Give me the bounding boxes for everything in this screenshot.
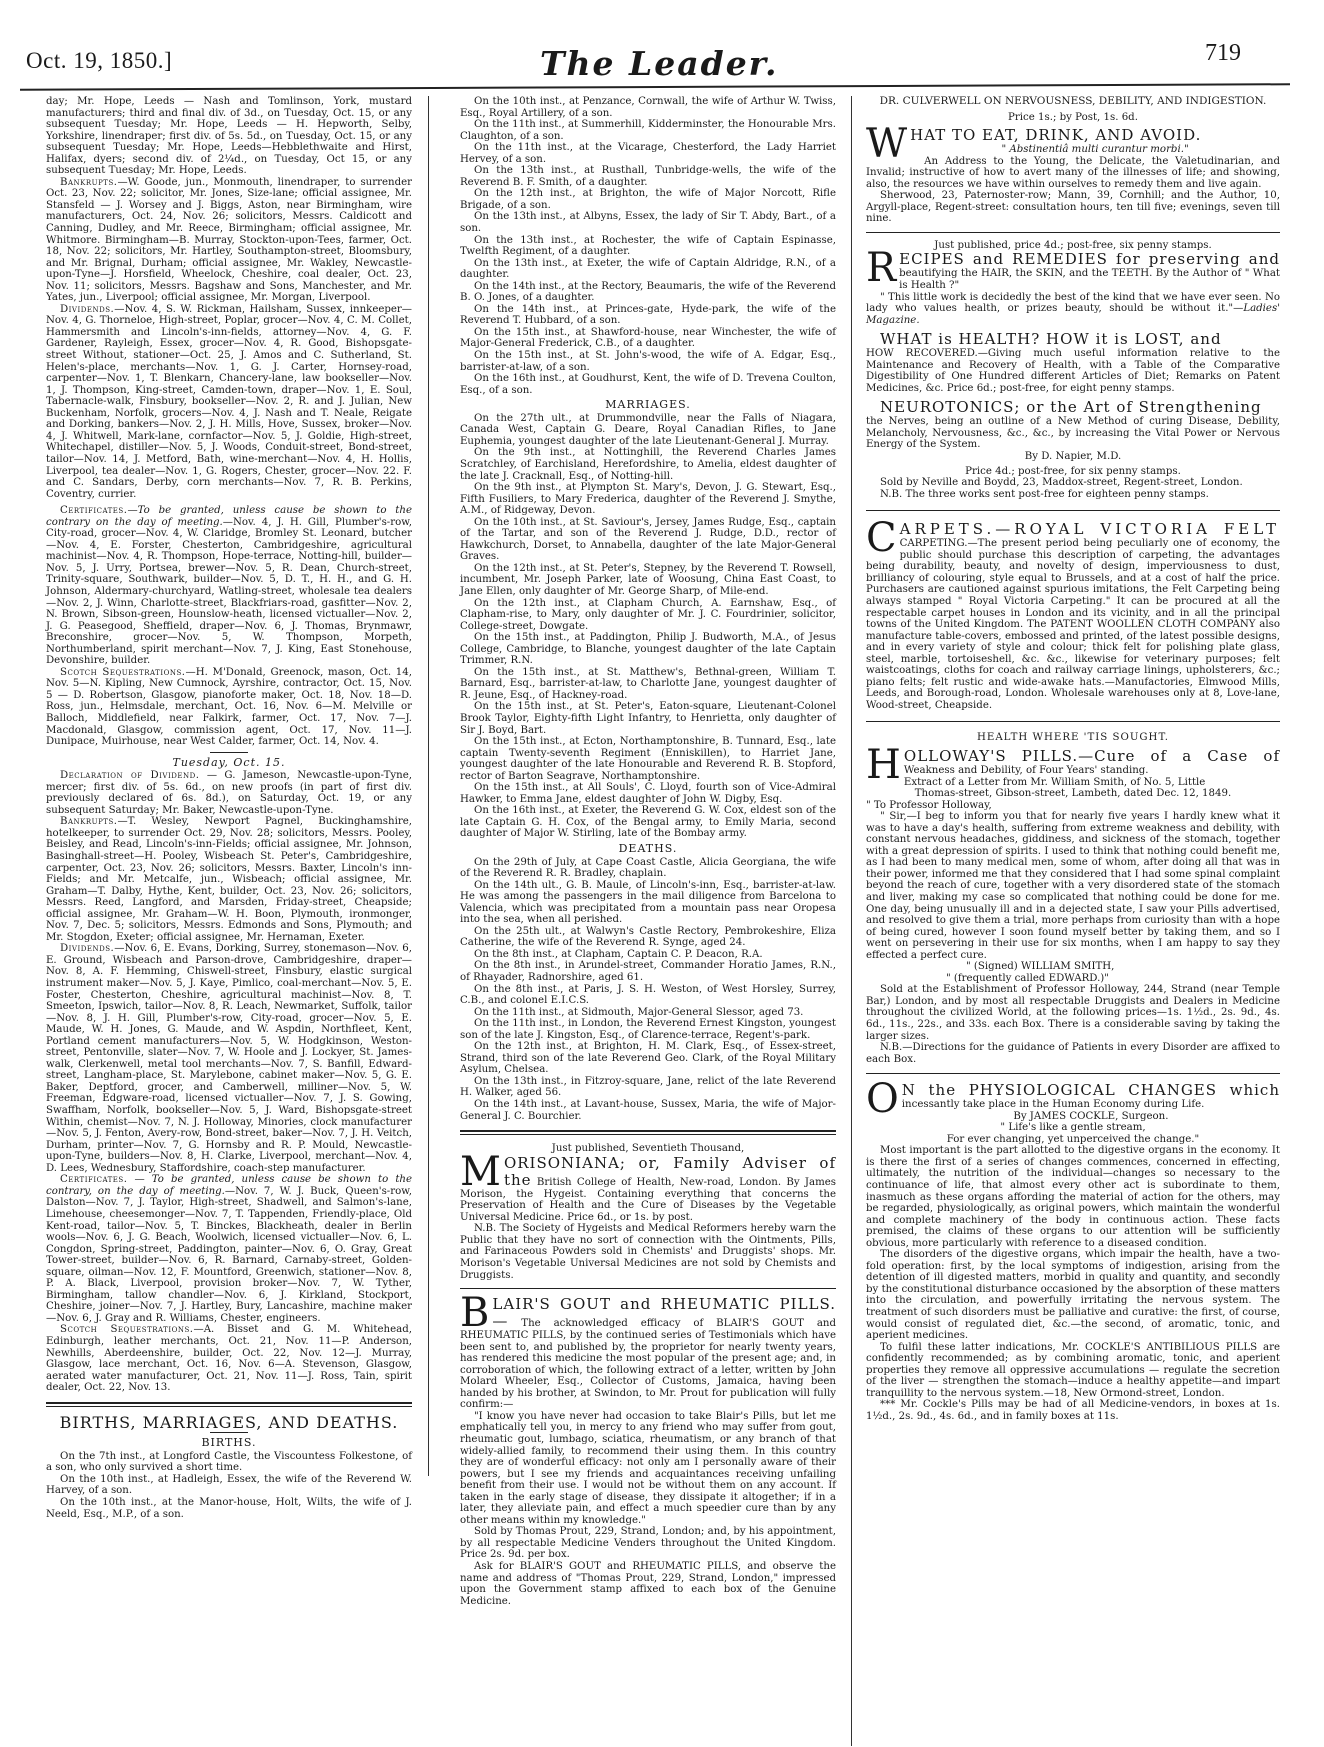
marriage-notice: On the 15th inst., at St. Matthew's, Bethnal-green, William T. Barnard, Esq., barrister-at-law, to Charlotte Jane, youngest daughter of R. Jeune, Esq., of Hackney-road. (460, 666, 836, 701)
ad-note: N.B.—Directions for the guidance of Patients in every Disorder are affixed to each Box. (866, 1042, 1280, 1065)
culverwell-advertisement (866, 96, 1280, 225)
page-number: 719 (1205, 40, 1241, 66)
birth-notice: On the 13th inst., at Rusthall, Tunbridge-wells, the wife of the Reverend B. F. Smith, of a daughter. (460, 165, 836, 188)
marriage-notice: On the 15th inst., at St. Peter's, Eaton-square, Lieutenant-Colonel Brook Taylor, Eighty-fifth Light Infantry, to Henrietta, only daughter of Sir J. Boyd, Bart. (460, 701, 836, 736)
birth-notice: On the 10th inst., at the Manor-house, Holt, Wilts, the wife of J. Neeld, Esq., M.P., of a son. (46, 1496, 412, 1520)
ad-paragraph: To fulfil these latter indications, Mr. COCKLE'S ANTIBILIOUS PILLS are confidently recommended; as by combining aromatic, tonic, and aperient properties they remove all oppressive accumulations — regulate the secretion of the liver — strengthen the stomach—induce a healthy appetite—and impart tranquillity to the nervous system.—18, New Ormond-street, London. (866, 1341, 1280, 1399)
death-notice: On the 12th inst., at Brighton, H. M. Clark, Esq., of Essex-street, Strand, third son of the late Reverend Geo. Clark, of the Royal Military Asylum, Chelsea. (460, 1041, 836, 1076)
birth-notice: On the 11th inst., at the Vicarage, Chesterford, the Lady Harriet Hervey, of a son. (460, 142, 836, 165)
ad-divider (866, 1073, 1280, 1074)
ad-kicker: HEALTH WHERE 'TIS SOUGHT. (977, 732, 1169, 744)
neurotonics-advertisement (866, 399, 1280, 500)
short-divider (210, 1432, 248, 1433)
marriage-notice: On the 9th inst., at Nottinghill, the Reverend Charles James Scratchley, of Earchisland, Herefordshire, to Amelia, eldest daughter of the late J. Cracknall, Esq., of Notting-hill. (460, 447, 836, 482)
drop-cap: W (866, 121, 908, 168)
ad-headline: NEUROTONICS; or the Art of Strengthening (880, 398, 1262, 417)
birth-notice: On the 16th inst., at Goudhurst, Kent, the wife of D. Trevena Coulton, Esq., of a son. (460, 373, 836, 396)
ad-divider (460, 1288, 836, 1289)
birth-notice: On the 7th inst., at Longford Castle, the Viscountess Folkestone, of a son, who only survived a short time. (46, 1450, 412, 1474)
ad-footnote: *** Mr. Cockle's Pills may be had of all Medicine-vendors, in boxes at 1s. 1½d., 2s. 9d., 4s. 6d., and in family boxes at 11s. (866, 1399, 1280, 1422)
column-divider (851, 96, 852, 1746)
ad-address: Thomas-street, Gibson-street, Lambeth, dated Dec. 12, 1849. (914, 788, 1232, 800)
middle-column (460, 96, 836, 1636)
dividends-notice: Dividends.—Nov. 6, E. Evans, Dorking, Surrey, stonemason—Nov. 6, E. Ground, Wisbeach and Parson-drove, Cambridgeshire, draper—Nov. 8, A. F. Hemming, Chiswell-street, Finsbury, elastic surgical instrument maker—Nov. 5, J. Kaye, Pimlico, coal-merchant—Nov. 5, E. Foster, Chesterton, Cheshire, agricultural machinist—Nov. 8, T. Smeeton, Ipswich, tailor—Nov. 8, R. Leach, Newmarket, Suffolk, tailor—Nov. 8, J. H. Gill, Plumber's-row, City-road, grocer—Nov. 5, E. Maude, W. H. Jones, G. Maude, and W. Aspdin, Northfleet, Kent, Portland cement manufacturers—Nov. 5, W. Hodgkinson, Weston-street, Pentonville, slater—Nov. 7, W. Hoole and J. Lockyer, St. James-walk, Clerkenwell, metal tool merchants—Nov. 7, S. Banfill, Edward-street, Langham-place, St. Marylebone, cabinet maker—Nov. 5, G. E. Baker, Deptford, grocer, and Camberwell, milliner—Nov. 5, W. Freeman, Edgware-road, licensed victualler—Nov. 7, J. S. Gowing, Swaffham, Norfolk, bookseller—Nov. 5, J. Ward, Bishopsgate-street Within, chemist—Nov. 7, N. J. Holloway, Minories, clock manufacturer—Nov. 5, J. Fenton, Avery-row, Bond-street, baker—Nov. 7, J. H. Veitch, Durham, printer—Nov. 7, G. Hornsby and R. P. Mould, Newcastle-upon-Tyne, builders—Nov. 8, H. Clarke, Liverpool, merchant—Nov. 4, D. Lees, Wednesbury, Staffordshire, coach-step manufacturer. (46, 943, 412, 1174)
birth-notice: On the 14th inst., at the Rectory, Beaumaris, the wife of the Reverend B. O. Jones, of a daughter. (460, 280, 836, 304)
drop-cap: R (866, 245, 897, 292)
letter-salutation: " To Professor Holloway, (866, 799, 992, 811)
recipes-advertisement (866, 240, 1280, 326)
birth-notice: On the 13th inst., at Exeter, the wife of Captain Aldridge, R.N., of a daughter. (460, 257, 836, 281)
section-divider (460, 1130, 836, 1135)
ad-testimonial: "I know you have never had occasion to take Blair's Pills, but let me emphatically tell you, in mercy to any friend who may suffer from gout, rheumatic gout, lumbago, sciatica, rheumatism, or any branch of that widely-allied family, to recommend their using them. In this country they are of wonderful efficacy: not only am I personally aware of their powers, but I see my friends and acquaintances receiving unfailing benefit from their use. I would not be without them on any account. If taken in the early stage of disease, they dissipate it altogether; if in a later, they alleviate pain, and effect a much speedier cure than by any other means within my knowledge." (460, 1410, 836, 1526)
birth-notice: On the 10th inst., at Hadleigh, Essex, the wife of the Reverend W. Harvey, of a son. (46, 1473, 412, 1497)
ad-divider (866, 721, 1280, 722)
deaths-heading: DEATHS. (618, 842, 678, 855)
health-advertisement (866, 331, 1280, 394)
ad-review: " This little work is decidedly the best of the kind that we have ever seen. No lady who values health, or prizes beauty, should be without it."—Ladies' Magazine. (866, 291, 1280, 326)
birth-notice: On the 13th inst., at Albyns, Essex, the lady of Sir T. Abdy, Bart., of a son. (460, 211, 836, 235)
ad-body: the Nerves, being an outline of a New Method of curing Disease, Debility, Melancholy, Nervousness, &c., &c., by increasing the Vital Power or Nervous Energy of the System. (866, 416, 1280, 451)
ad-verse-line: " Life's like a gentle stream, (1000, 1122, 1146, 1134)
ad-address: Sherwood, 23, Paternoster-row; Mann, 39, Cornhill; and the Author, 10, Argyll-place, Regent-street: consultation hours, ten till five; evenings, seven till nine. (866, 190, 1280, 225)
birth-notice: On the 10th inst., at Penzance, Cornwall, the wife of Arthur W. Twiss, Esq., Royal Artillery, of a son. (460, 96, 836, 119)
ad-sold-at: Sold at the Establishment of Professor Holloway, 244, Strand (near Temple Bar,) London, and by most all respectable Druggists and Dealers in Medicine throughout the civilized World, at the following prices—1s. 1½d., 2s. 9d., 4s. 6d., 11s., 22s., and 33s. each Box. There is a considerable saving by taking the larger sizes. (866, 984, 1280, 1042)
dividends-notice: Dividends.—Nov. 4, S. W. Rickman, Hailsham, Sussex, innkeeper—Nov. 4, G. Thorneloe, High-street, Poplar, grocer—Nov. 4, C. M. Collet, Hammersmith and Lincoln's-inn-fields, attorney—Nov. 4, G. F. Gardener, Rayleigh, Essex, grocer—Nov. 4, R. Good, Bishopsgate-street Without, stationer—Oct. 25, J. Amos and C. Sutherland, St. Helen's-place, merchants—Nov. 1, G. J. Carter, Hornsey-road, carpenter—Nov. 1, T. Blenkarn, Chancery-lane, law bookseller—Nov. 1, J. Thompson, King-street, Camden-town, draper—Nov. 1, E. Soul, Tabernacle-walk, Finsbury, bookseller—Nov. 2, R. and J. Julian, New Buckenham, Norfolk, grocers—Nov. 4, J. Nash and T. Neale, Reigate and Dorking, bankers—Nov. 2, J. H. Mills, Hove, Sussex, broker—Nov. 4, J. Whitwell, Mark-lane, cornfactor—Nov. 5, J. Goldie, High-street, Whitechapel, distiller—Nov. 5, J. Woods, Conduit-street, Bond-street, tailor—Nov. 14, J. Metford, Bath, wine-merchant—Nov. 4, H. Hollis, Liverpool, tea dealer—Nov. 1, G. Rogers, Chester, grocer—Nov. 22. F. and C. Sandars, Derby, corn merchants—Nov. 7, R. B. Perkins, Coventry, currier. (46, 303, 412, 500)
blairs-pills-advertisement (460, 1290, 836, 1607)
ad-headline: ORISONIANA; or, Family Adviser of the (503, 1153, 836, 1189)
ad-note: N.B. The three works sent post-free for eighteen penny stamps. (880, 488, 1209, 500)
death-notice: On the 14th inst., at Lavant-house, Sussex, Maria, the wife of Major-General J. C. Bourchier. (460, 1099, 836, 1122)
ad-sold-by: Sold by Neville and Boydd, 23, Maddox-street, Regent-street, London. (880, 477, 1243, 489)
birth-notice: On the 11th inst., at Summerhill, Kidderminster, the Honourable Mrs. Claughton, of a son. (460, 119, 836, 142)
ad-body: British College of Health, New-road, London. By James Morison, the Hygeist. Containing everything that concerns the Preservation of Health and the Cure of Diseases by the Vegetable Universal Medicine. Price 6d., or 1s. by post. (460, 1176, 836, 1223)
death-notice: On the 11th inst., at Sidmouth, Major-General Slessor, aged 73. (474, 1006, 804, 1018)
death-notice: On the 8th inst., at Clapham, Captain C. P. Deacon, R.A. (474, 948, 763, 960)
marriage-notice: On the 12th inst., at St. Peter's, Stepney, by the Reverend T. Rowsell, incumbent, Mr. Joseph Parker, late of Woosung, China East Coast, to Jane Ellen, only daughter of Mr. George Sharp, of Mile-end. (460, 562, 836, 597)
ad-subhead: incessantly take place in the Human Economy during Life. (901, 1099, 1205, 1111)
marriage-notice: On the 10th inst., at St. Saviour's, Jersey, James Rudge, Esq., captain of the Tartar, and son of the Reverend J. Rudge, D.D., rector of Hawkchurch, Dorset, to Annabella, daughter of the late Major-General Graves. (460, 516, 836, 563)
declaration-notice: Declaration of Dividend. — G. Jameson, Newcastle-upon-Tyne, mercer; first div. of 5s. 6d., on new proofs (in part of first div. previously declared of 6s. 8d.), on Saturday, Oct. 19, or any subsequent Saturday; Mr. Baker, Newcastle-upon-Tyne. (46, 770, 412, 816)
marriage-notice: On the 12th inst., at Clapham Church, A. Earnshaw, Esq., of Clapham-rise, to Mary, only daughter of Mr. J. C. Fourdrinier, solicitor, College-street, Dowgate. (460, 597, 836, 632)
section-title: BIRTHS, MARRIAGES, AND DEATHS. (59, 1412, 399, 1432)
short-divider (210, 752, 248, 753)
holloway-advertisement (866, 732, 1280, 1065)
ad-headline: HAT TO EAT, DRINK, AND AVOID. (910, 126, 1202, 145)
left-column (46, 96, 412, 1716)
certificates-notice: Certificates. — To be granted, unless cause be shown to the contrary, on the day of meeting.—Nov. 7, W. J. Buck, Queen's-row, Dalston—Nov. 7, J. Taylor, High-street, Shadwell, and Salmon's-lane, Limehouse, cheesemonger—Nov. 7, T. Tappenden, Friendly-place, Old Kent-road, tailor—Nov. 5, T. Binckes, Blackheath, dealer in Berlin wools—Nov. 6, J. G. Beach, Woolwich, licensed victualler—Nov. 6, L. Congdon, Spring-street, Paddington, painter—Nov. 6, O. Gray, Great Tower-street, builder—Nov. 6, R. Barnard, Carnaby-street, Golden-square, oilman—Nov. 12, F. Mountford, Greenwich, stationer—Nov. 8, P. A. Black, Liverpool, provision broker—Nov. 7, W. Tyther, Birmingham, tallow chandler—Nov. 6, J. Kirkland, Stockport, Cheshire, joiner—Nov. 7, J. Hartley, Bury, Lancashire, machine maker—Nov. 6, J. Gray and R. Williams, Chester, engineers. (46, 1174, 412, 1324)
ad-price: Price 4d.; post-free, for six penny stamps. (965, 465, 1181, 477)
birth-notice: On the 15th inst., at St. John's-wood, the wife of A. Edgar, Esq., barrister-at-law, of a son. (460, 350, 836, 373)
issue-date: Oct. 19, 1850.] (26, 48, 173, 73)
masthead-rule (20, 83, 1290, 91)
marriage-notice: On the 16th inst., at Exeter, the Reverend G. W. Cox, eldest son of the late Captain G. H. Cox, of the Bengal army, to Emily Maria, second daughter of Major W. Stirling, late of the Bombay army. (460, 805, 836, 840)
ad-headline: OLLOWAY'S PILLS.—Cure of a Case of (903, 746, 1280, 765)
death-notice: On the 8th inst., at Paris, J. S. H. Weston, of West Horsley, Surrey, C.B., and colonel E.I.C.S. (460, 983, 836, 1007)
ad-motto: " Abstinentiâ multi curantur morbi." (1001, 144, 1189, 156)
carpets-advertisement (866, 515, 1280, 711)
masthead (0, 0, 1324, 88)
morisoniana-advertisement (460, 1143, 836, 1281)
ad-sold-by: Sold by Thomas Prout, 229, Strand, London; and, by his appointment, by all respectable Medicine Venders throughout the United Kingdom. Price 2s. 9d. per box. (460, 1526, 836, 1561)
ad-body: beautifying the HAIR, the SKIN, and the TEETH. By the Author of " What is Health ?" (899, 268, 1280, 292)
marriage-notice: On the 15th inst., at All Souls', C. Lloyd, fourth son of Vice-Admiral Hawker, to Emma Jane, eldest daughter of John W. Digby, Esq. (460, 782, 836, 805)
drop-cap: O (866, 1076, 899, 1123)
bankrupts-notice: Bankrupts.—W. Goode, jun., Monmouth, linendraper, to surrender Oct. 23, Nov. 22; solicitor, Mr. Jones, Size-lane; official assignee, Mr. Stansfeld — J. Worsey and J. Biggs, Aston, near Birmingham, wire manufacturers, Oct. 24, Nov. 26; solicitors, Messrs. Caldicott and Canning, Dudley, and Mr. Reece, Birmingham; official assignee, Mr. Whitmore. Birmingham—B. Murray, Stockton-upon-Tees, farmer, Oct. 18, Nov. 22; solicitors, Mr. Hartley, Southampton-street, Bloomsbury, and Mr. Brignal, Durham; official assignee, Mr. Wakley, Newcastle-upon-Tyne—J. Horsfield, Wheelock, Cheshire, coal dealer, Oct. 23, Nov. 11; solicitors, Messrs. Bagshaw and Sons, Manchester, and Mr. Yates, jun., Liverpool; official assignee, Mr. Morgan, Liverpool. (46, 176, 412, 304)
death-notice: On the 8th inst., in Arundel-street, Commander Horatio James, R.N., of Rhayader, Radnorshire, aged 61. (460, 960, 836, 984)
ad-extract: Extract of a Letter from Mr. William Smith, of No. 5, Little (903, 776, 1206, 788)
ad-headline: ARPETS.—ROYAL VICTORIA FELT (899, 520, 1280, 539)
marriage-notice: On the 27th ult., at Drummondville, near the Falls of Niagara, Canada West, Captain G. Deare, Royal Canadian Rifles, to Jane Euphemia, youngest daughter of the late Lieutenant-General J. Murray. (460, 412, 836, 447)
date-subheading: Tuesday, Oct. 15. (172, 755, 286, 769)
marriages-heading: MARRIAGES. (605, 398, 691, 412)
marriage-notice: On the 15th inst., at Paddington, Philip J. Budworth, M.A., of Jesus College, Cambridge, to Blanche, youngest daughter of the late Captain Trimmer, R.N. (460, 632, 836, 667)
ad-body: CARPETING.—The present period being peculiarly one of economy, the public should purchase this description of carpeting, the advantages being durability, beauty, and novelty of design, imperviousness to dust, brilliancy of colouring, style equal to Brussels, and at a cost of half the price. Purchasers are cautioned against spurious imitations, the Felt Carpeting being always stamped " Royal Victoria Carpeting." It can be procured at all the respectable carpet houses in London and its vicinity, and in all the principal towns of the United Kingdom. The PATENT WOOLLEN CLOTH COMPANY also manufacture table-covers, embossed and printed, of the latest possible designs, and in every variety of style and colour; thick felt for polishing plate glass, steel, marble, tortoiseshell, &c. &c., likewise for veterinary purposes; felt waistcoatings, cloths for coach and railway carriage linings, upholsterers, &c.; piano felts; felt rustic and wide-awake hats.—Manufactories, Elmwood Mills, Leeds, and Borough-road, London. Wholesale warehouses only at 8, Love-lane, Wood-street, Cheapside. (866, 538, 1280, 711)
marriage-notice: On the 9th inst., at Plympton St. Mary's, Devon, J. G. Stewart, Esq., Fifth Fusiliers, to Mary Frederica, daughter of the Reverend J. Smythe, A.M., of Ridgeway, Devon. (460, 482, 836, 517)
ad-divider (866, 232, 1280, 233)
bankrupts-notice: Bankrupts.—T. Wesley, Newport Pagnel, Buckinghamshire, hotelkeeper, to surrender Oct. 29, Nov. 28; solicitors, Messrs. Pooley, Beisley, and Read, Lincoln's-inn-Fields; official assignee, Mr. Johnson, Basinghall-street—H. Pooley, Wisbeach St. Peter's, Cambridgeshire, carpenter, Oct. 23, Nov. 26; solicitors, Messrs. Baxter, Lincoln's inn-Fields; and Mr. Metcalfe, jun., Wisbeach; official assignee, Mr. Graham—T. Dalby, Hythe, Kent, builder, Oct. 23, Nov. 26; solicitors, Messrs. Reed, Langford, and Marsden, Friday-street, Cheapside; official assignee, Mr. Graham—W. H. Boon, Plymouth, ironmonger, Nov. 7, Dec. 5; solicitors, Messrs. Edmonds and Sons, Plymouth; and Mr. Stogdon, Exeter; official assignee, Mr. Hernaman, Exeter. (46, 816, 412, 943)
scotch-sequestrations-notice: Scotch Sequestrations.—H. M'Donald, Greenock, mason, Oct. 14, Nov. 5—N. Kipling, New Cumnock, Ayrshire, contractor, Oct. 15, Nov. 5 — D. Robertson, Glasgow, pianoforte maker, Oct. 18, Nov. 18—D. Ross, jun., Helmsdale, merchant, Oct. 16, Nov. 6—M. Melville or Balloch, Middlefield, near Falkirk, farmer, Oct. 17, Nov. 7—J. Macdonald, Glasgow, commission agent, Oct. 17, Nov. 11—J. Dunipace, Muirhouse, near West Calder, farmer, Oct. 14, Nov. 4. (46, 666, 412, 748)
section-divider (46, 1402, 412, 1407)
birth-notice: On the 15th inst., at Shawford-house, near Winchester, the wife of Major-General Frederick, C.B., of a daughter. (460, 326, 836, 350)
ad-paragraph: Most important is the part allotted to the digestive organs in the economy. It is there the first of a series of changes commences, concerned in effecting, ultimately, the nutrition of the individual—changes so necessary to the continuance of life, that almost every other act is subordinate to them, inasmuch as these organs affording the material of action for the others, may be regarded, physiologically, as original powers, which maintain the wonderful and complete machinery of the body in continuous action. These facts premised, the claims of these organs to our attention will be sufficiently obvious, more particularly with reference to a diseased condition. (866, 1145, 1280, 1249)
opening-paragraph: day; Mr. Hope, Leeds — Nash and Tomlinson, York, mustard manufacturers; third and final div. of 3d., on Tuesday, Oct. 15, or any subsequent Tuesday; Mr. Hope, Leeds — H. Hepworth, Selby, Yorkshire, linendraper; first div. of 5s. 5d., on Tuesday, Oct. 15, or any subsequent Tuesday; Mr. Hope, Leeds—Hebblethwaite and Hirst, Halifax, dyers; second div. of 2¼d., on Tuesday, Oct 15, or any subsequent Tuesday; Mr. Hope, Leeds. (46, 96, 412, 177)
right-column (866, 96, 1280, 1646)
ad-divider (866, 510, 1280, 511)
ad-ask-for: Ask for BLAIR'S GOUT and RHEUMATIC PILLS, and observe the name and address of "Thomas Prout, 229, Strand, London," impressed upon the Government stamp affixed to each box of the Genuine Medicine. (460, 1560, 836, 1607)
ad-note: N.B. The Society of Hygeists and Medical Reformers hereby warn the Public that they have no sort of connection with the Ointments, Pills, and Farinaceous Powders sold in Chemists' and Druggists' shops. Mr. Morison's Vegetable Universal Medicines are not sold by Chemists and Druggists. (460, 1223, 836, 1281)
newspaper-title: The Leader. (540, 44, 779, 83)
letter-body: " Sir,—I beg to inform you that for nearly five years I hardly knew what it was to have a day's health, suffering from extreme weakness and debility, with constant nervous headaches, giddiness, and sickness of the stomach, together with a great depression of spirits. I used to think that nothing could benefit me, as I had been to many medical men, some of whom, after doing all that was in their power, informed me that they considered that I had some spinal complaint beyond the reach of cure, together with a very disordered state of the stomach and liver, making my case so complicated that nothing could be done for me. One day, being unusually ill and in a dejected state, I saw your Pills advertised, and resolved to give them a trial, more perhaps from curiosity than with a hope of being cured, however I soon found myself better by taking them, and so I went on persevering in their use for six months, when I am happy to say they effected a perfect cure. (866, 811, 1280, 961)
ad-author: By JAMES COCKLE, Surgeon. (1013, 1110, 1169, 1122)
ad-body: HOW RECOVERED.—Giving much useful information relative to the Maintenance and Recovery of Health, with a Table of the Comparative Digestibility of One Hundred different Articles of Diet; Remarks on Patent Medicines, &c. Price 6d.; post-free, for eight penny stamps. (866, 348, 1280, 394)
death-notice: On the 14th ult., G. B. Maule, of Lincoln's-inn, Esq., barrister-at-law. He was among the passengers in the mail diligence from Barcelona to Valencia, which was precipitated from a mountain pass near Oropesa into the sea, when all perished. (460, 879, 836, 926)
ad-body: The acknowledged efficacy of BLAIR'S GOUT and RHEUMATIC PILLS, by the continued series of Testimonials which have been sent to, and published by, the proprietor for nearly twenty years, has rendered this medicine the most popular of the present age; and, in corroboration of which, the following extract of a letter, written by John Molard Wheeler, Esq., Collector of Customs, Jamaica, having been handed by his brother, at Swindon, to Mr. Prout for publication will fully confirm:— (460, 1318, 836, 1411)
letter-alias: " (frequently called EDWARD.)" (946, 972, 1109, 984)
drop-cap: H (866, 741, 901, 788)
ad-headline: WHAT is HEALTH? HOW it is LOST, and (880, 330, 1222, 349)
ad-verse-line: For ever changing, yet unperceived the change." (946, 1133, 1200, 1145)
drop-cap: C (866, 515, 897, 562)
death-notice: On the 25th ult., at Walwyn's Castle Rectory, Pembrokeshire, Eliza Catherine, the wife of the Reverend R. Synge, aged 24. (460, 925, 836, 949)
ad-intro: Just published, Seventieth Thousand, (551, 1143, 745, 1155)
letter-signature: " (Signed) WILLIAM SMITH, (966, 961, 1115, 973)
ad-headline: N the PHYSIOLOGICAL CHANGES which (901, 1081, 1280, 1100)
ad-author: By D. Napier, M.D. (1024, 451, 1122, 463)
birth-notice: On the 12th inst., at Brighton, the wife of Major Norcott, Rifle Brigade, of a son. (460, 188, 836, 211)
certificates-notice: Certificates.—To be granted, unless cause be shown to the contrary on the day of meeting.—Nov. 4, J. H. Gill, Plumber's-row, City-road, grocer—Nov. 4, W. Claridge, Bromley St. Leonard, butcher—Nov. 4, E. Forster, Chesterton, Cambridgeshire, agricultural machinist—Nov. 4, R. Thompson, Hope-terrace, Notting-hill, builder—Nov. 5, J. Urry, Portsea, brewer—Nov. 5, R. Dean, Church-street, Trinity-square, Southwark, builder—Nov. 5, D. T., H. H., and G. H. Johnson, Aldermary-churchyard, Watling-street, wholesale tea dealers—Nov. 2, J. Winn, Charlotte-street, Blackfriars-road, gasfitter—Nov. 2, N. Brown, Sibson-green, Hounslow-heath, licensed victualler—Nov. 2, J. G. Peasegood, Sheffield, draper—Nov. 6, J. Thomas, Brynmawr, Breconshire, grocer—Nov. 5, W. Thompson, Morpeth, Northumberland, spirit merchant—Nov. 7, J. King, East Stonehouse, Devonshire, builder. (46, 505, 412, 667)
ad-headline: LAIR'S GOUT and RHEUMATIC PILLS.— (492, 1295, 836, 1331)
drop-cap: M (460, 1148, 501, 1195)
ad-price: Price 1s.; by Post, 1s. 6d. (1008, 111, 1138, 123)
death-notice: On the 13th inst., in Fitzroy-square, Jane, relict of the late Reverend H. Walker, aged 56. (460, 1075, 836, 1099)
column-divider (428, 96, 429, 1476)
ad-paragraph: The disorders of the digestive organs, which impair the health, have a two-fold operation: first, by the local symptoms of indigestion, arising from the detention of ill digested matters, morbid in quality and quantity, and secondly by the constitutional disturbance occasioned by the absorption of these matters into the circulation, and powerfully irritating the nervous system. The treatment of such disorders must be palliative and curative: the first, of course, would consist of regulated diet, &c.—the second, of aromatic, tonic, and aperient medicines. (866, 1249, 1280, 1342)
scotch-sequestrations-notice: Scotch Sequestrations.—A. Bisset and G. M. Whitehead, Edinburgh, leather merchants, Oct. 21, Nov. 11—P. Anderson, Newhills, Aberdeenshire, builder, Oct. 22, Nov. 12—J. Murray, Glasgow, lace merchant, Oct. 16, Nov. 6—A. Stevenson, Glasgow, aerated water manufacturer, Oct. 21, Nov. 11—J. Ross, Tain, spirit dealer, Oct. 22, Nov. 13. (46, 1324, 412, 1394)
ad-intro: Just published, price 4d.; post-free, six penny stamps. (934, 239, 1212, 251)
birth-notice: On the 14th inst., at Princes-gate, Hyde-park, the wife of the Reverend T. Hubbard, of a son. (460, 303, 836, 327)
births-heading: BIRTHS. (201, 1436, 257, 1450)
birth-notice: On the 13th inst., at Rochester, the wife of Captain Espinasse, Twelfth Regiment, of a daughter. (460, 234, 836, 258)
ad-body: An Address to the Young, the Delicate, the Valetudinarian, and Invalid; instructive of how to avert many of the illnesses of life; and showing, also, the resources we have within ourselves to remedy them and live again. (866, 155, 1280, 190)
cockle-advertisement (866, 1076, 1280, 1422)
ad-heading: DR. CULVERWELL ON NERVOUSNESS, DEBILITY, AND INDIGESTION. (879, 95, 1267, 107)
ad-headline: ECIPES and REMEDIES for preserving and (899, 250, 1280, 269)
ad-subhead: Weakness and Debility, of Four Years' standing. (903, 764, 1149, 776)
death-notice: On the 11th inst., in London, the Reverend Ernest Kingston, youngest son of the late J. Kingston, Esq., of Clarence-terrace, Regent's-park. (460, 1018, 836, 1041)
drop-cap: B (460, 1290, 490, 1337)
marriage-notice: On the 15th inst., at Ecton, Northamptonshire, B. Tunnard, Esq., late captain Twenty-seventh Regiment (Enniskillen), to Harriet Jane, youngest daughter of the late Honourable and Reverend R. B. Stopford, rector of Barton Seagrave, Northamptonshire. (460, 736, 836, 782)
death-notice: On the 29th of July, at Cape Coast Castle, Alicia Georgiana, the wife of the Reverend R. R. Bradley, chaplain. (460, 856, 836, 880)
